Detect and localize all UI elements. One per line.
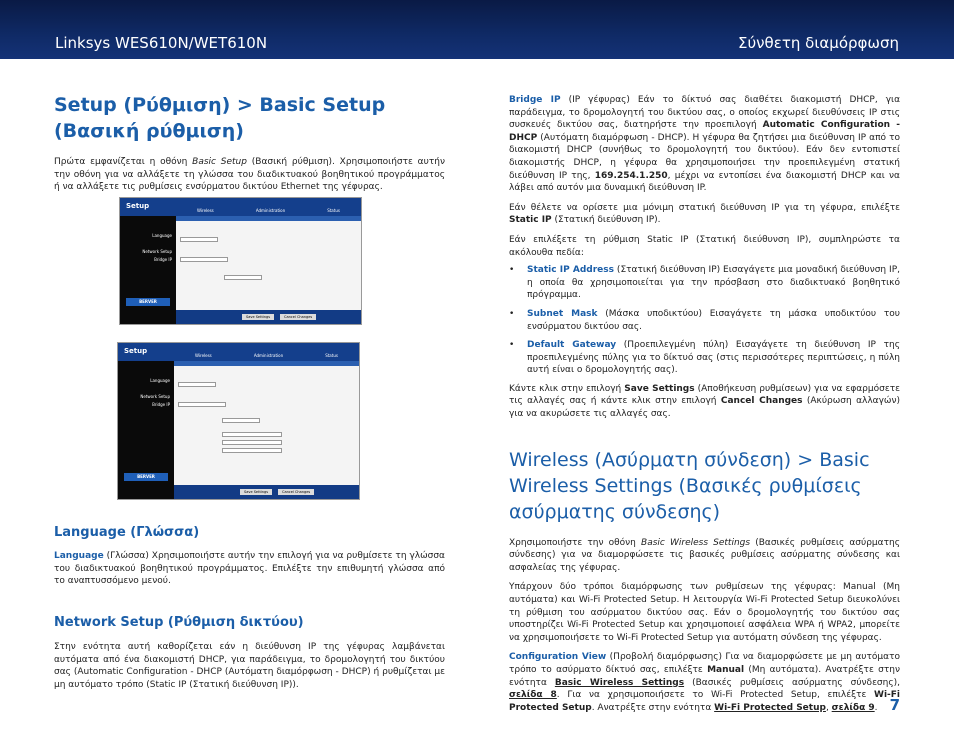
language-heading: Language (Γλώσσα) — [54, 525, 200, 540]
linksys-logo: BERVER — [126, 298, 170, 306]
product-model: Linksys WES610N/WET610N — [55, 34, 268, 52]
chapter-title: Σύνθετη διαμόρφωση — [738, 34, 899, 52]
config-methods-paragraph: Υπάρχουν δύο τρόποι διαμόρφωσης των ρυθμίσεων της γέφυρας: Manual (Μη αυτόματα) και Wi-Fi Protected Setup. Η λειτουργία Wi-Fi Protected Setup διευκολύνει τη ρύθμιση του ασύρματου δικτύου σας. Εάν ο δρομολογητής του δικτύου σας υποστηρίζει Wi-Fi Protected Setup και χρησιμοποιεί ασφάλεια WPA ή WPA2, μπορείτε να χρησιμοποιήσετε το Wi-Fi Protected Setup για αυτόματη σύνδεση της γέφυρας. — [509, 582, 900, 643]
section-title: Setup (Ρύθμιση) > Basic Setup (Βασική ρύθμιση) — [54, 94, 386, 142]
network-setup-section — [54, 614, 445, 691]
bridge-ip-paragraph: Bridge IP (IP γέφυρας) Εάν το δίκτυό σας διαθέτει διακομιστή DHCP, για παράδειγμα, το δρομολογητή του δικτύου σας, ο οποίος εκχωρεί διευθύνσεις IP στις συσκευές δικτύου σας, διατηρήστε την προεπιλογή Automatic Configuration - DHCP (Αυτόματη διαμόρφωση - DHCP). Η γέφυρα θα ζητήσει μια διεύθυνση IP από το διακομιστή DHCP (συνήθως το δρομολογητή του δικτύου). Εάν δεν εντοπιστεί διακομιστής DHCP, η γέφυρα θα χρησιμοποιήσει την προεπιλεγμένη στατική διεύθυνση IP της, 169.254.1.250, μέχρι να εντοπίσει ένα διακομιστή DHCP και να λάβει από αυτόν μια δυναμική διεύθυνση IP. — [509, 95, 901, 194]
static-ip-fields-list — [509, 264, 900, 377]
language-paragraph: Language (Γλώσσα) Χρησιμοποιήστε αυτήν την επιλογή για να ρυθμίσετε τη γλώσσα του διαδικτυακού βοηθητικού προγράμματος. Επιλέξτε την επιθυμητή γλώσσα από το αναπτυσσόμενο μενού. — [54, 551, 445, 587]
save-paragraph: Κάντε κλικ στην επιλογή Save Settings (Αποθήκευση ρυθμίσεων) για να εφαρμόσετε τις αλλαγές σας ή κάντε κλικ στην επιλογή Cancel Changes (Ακύρωση αλλαγών) για να ακυρώσετε τις αλλαγές σας. — [509, 383, 901, 420]
wifi-protected-setup-link[interactable]: Wi-Fi Protected Setup — [714, 702, 826, 713]
page-header — [0, 0, 954, 59]
basic-setup-screenshot: Setup Wireless Administration Status Language Network Setup Bridge IP BERVER Save Settings Cancel Changes — [119, 197, 362, 325]
basic-wireless-settings-link[interactable]: Basic Wireless Settings — [554, 677, 685, 688]
static-ip-screenshot: Setup Wireless Administration Status Language Network Setup Bridge IP BERVER Save Settings Cancel Changes — [117, 342, 360, 500]
intro-paragraph: Πρώτα εμφανίζεται η οθόνη Basic Setup (Βασική ρύθμιση). Χρησιμοποιήστε αυτήν την οθόνη για να αλλάξετε τη γλώσσα του διαδικτυακού βοηθητικού προγράμματος ή να αλλάξετε τις ρυθμίσεις ενσύρματου δικτύου Ethernet της γέφυρας. — [54, 157, 445, 193]
page-8-link[interactable]: σελίδα 8 — [509, 690, 557, 701]
linksys-logo: BERVER — [124, 473, 168, 481]
list-item: • Subnet Mask (Μάσκα υποδικτύου) Εισαγάγετε τη μάσκα υποδικτύου του ενσύρματου δικτύου σας. — [509, 308, 900, 333]
list-item: • Default Gateway (Προεπιλεγμένη πύλη) Εισαγάγετε τη διεύθυνση IP της προεπιλεγμένης πύλης για το δίκτυό σας (στις περισσότερες περιπτώσεις, η πύλη αυτή είναι ο δρομολογητής σας). — [509, 339, 900, 377]
language-section — [54, 524, 445, 588]
static-ip-paragraph: Εάν θέλετε να ορίσετε μια μόνιμη στατική διεύθυνση IP για τη γέφυρα, επιλέξτε Static IP (Στατική διεύθυνση IP). — [509, 202, 900, 226]
fill-fields-paragraph: Εάν επιλέξετε τη ρύθμιση Static IP (Στατική διεύθυνση IP), συμπληρώστε τα ακόλουθα πεδία: — [509, 234, 900, 258]
page-9-link[interactable]: σελίδα 9 — [831, 702, 875, 713]
right-column — [509, 94, 900, 714]
wireless-intro-paragraph: Χρησιμοποιήστε την οθόνη Basic Wireless Settings (Βασικές ρυθμίσεις ασύρματης σύνδεσης) για να διαμορφώσετε τις βασικές ρυθμίσεις ασύρματης σύνδεσης και ασφαλείας της γέφυρας. — [509, 537, 900, 573]
configuration-view-paragraph: Configuration View (Προβολή διαμόρφωσης) Για να διαμορφώσετε με μη αυτόματο τρόπο το ασύρματο δίκτυό σας, επιλέξτε Manual (Μη αυτόματα). Ανατρέξτε στην ενότητα Basic Wireless Settings (Βασικές ρυθμίσεις ασύρματης σύνδεσης), σελίδα 8. Για να χρησιμοποιήσετε το Wi-Fi Protected Setup, επιλέξτε Wi-Fi Protected Setup. Ανατρέξτε στην ενότητα Wi-Fi Protected Setup, σελίδα 9. — [509, 652, 901, 713]
network-heading: Network Setup (Ρύθμιση δικτύου) — [54, 615, 304, 630]
network-paragraph: Στην ενότητα αυτή καθορίζεται εάν η διεύθυνση IP της γέφυρας λαμβάνεται αυτόματα από ένα διακομιστή DHCP, για παράδειγμα, το δρομολογητή του δικτύου σας (Automatic Configuration - DHCP (Αυτόματη διαμόρφωση - DHCP) ή ρυθμίζεται με μη αυτόματο τρόπο (Static IP (Στατική διεύθυνση IP)). — [54, 642, 445, 690]
page-number: 7 — [889, 696, 900, 714]
list-item: • Static IP Address (Στατική διεύθυνση IP) Εισαγάγετε μια μοναδική διεύθυνση IP, η οποία θα χρησιμοποιείται για την πρόσβαση στο διαδικτυακό βοηθητικό πρόγραμμα. — [509, 264, 900, 302]
left-column — [54, 92, 445, 194]
wireless-section-title: Wireless (Ασύρματη σύνδεση) > Basic Wireless Settings (Βασικές ρυθμίσεις ασύρματης σύνδεσης) — [509, 448, 870, 523]
